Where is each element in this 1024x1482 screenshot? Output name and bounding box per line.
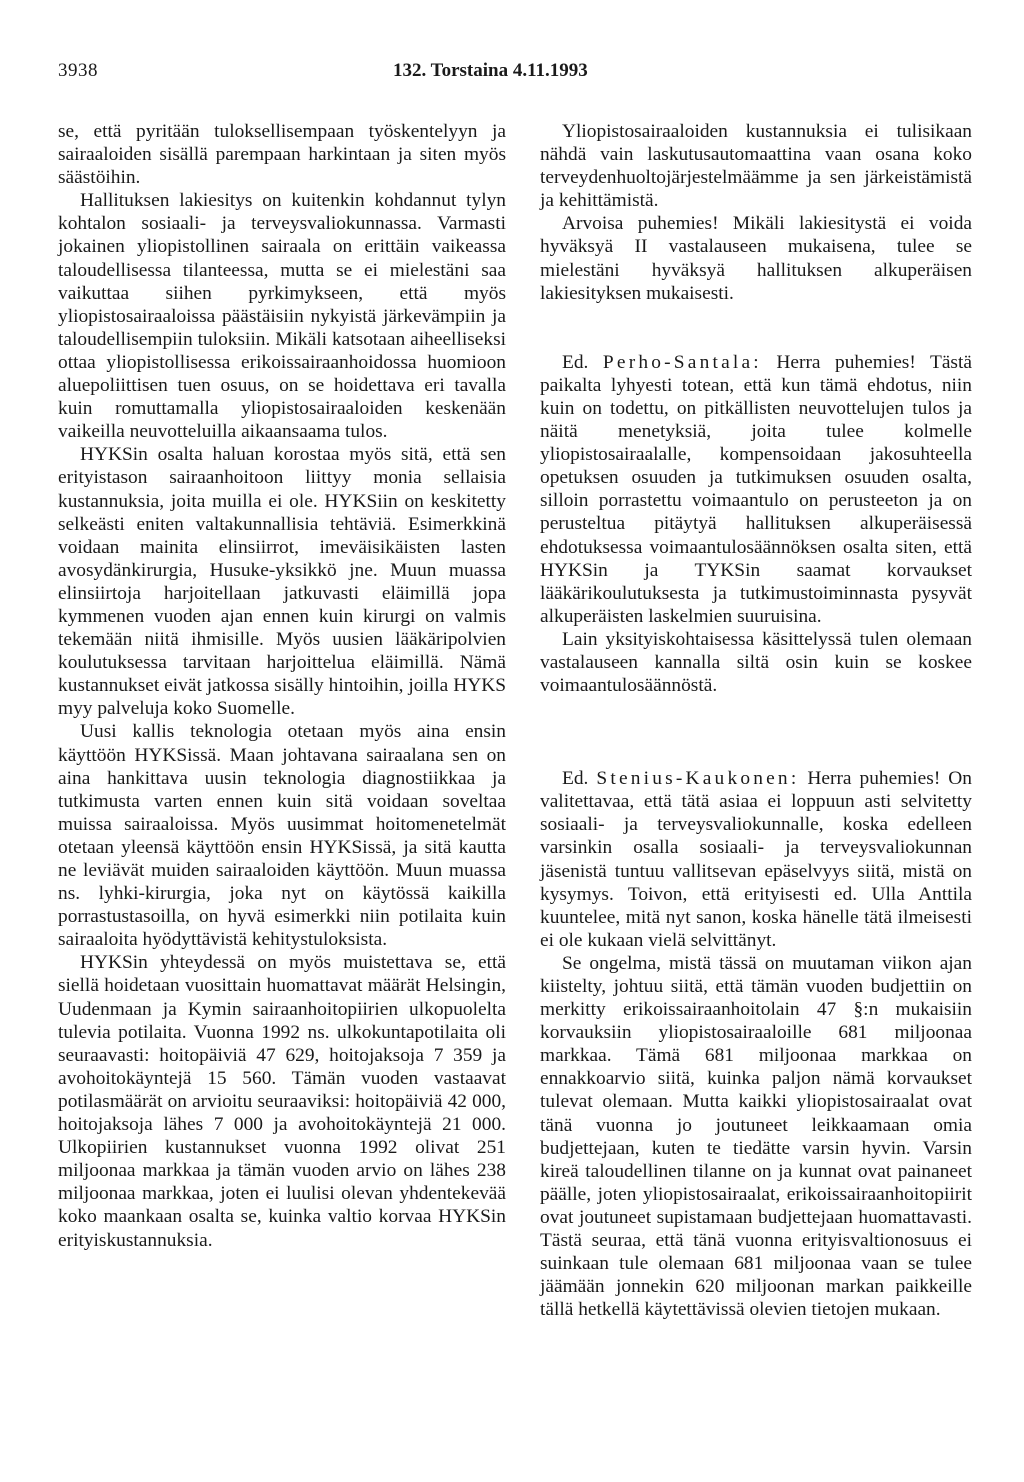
speech-stenius-kaukonen: [540, 767, 972, 952]
speech-text: Herra puhemies! Tästä paikalta lyhyesti totean, että kun tämä ehdotus, niin kuin on todettu, on pitkällisten neuvottelujen tulos ja näitä menetyksiä, joita tulee kolmelle yliopistosairaalalle, kompensoidaan jakosuhteella opetuksen osuuden ja tutkimuksen osuuden osalta, silloin porrastettu voimaantulo on perusteeton ja on perusteltua pitäytyä hallituksen alkuperäisessä ehdotuksessa voimaantulosäännöksen osalta siten, että HYKSin ja TYKSin saamat korvaukset lääkärikoulutuksesta ja tutkimustoiminnasta pysyvät alkuperäisten laskelmien suuruisina.: [540, 351, 972, 627]
speech-text: Herra puhemies! On valitettavaa, että tätä asiaa ei loppuun asti selvitetty sosiaali- ja terveysvaliokunnalle, koska edelleen varsinkin osalla sosiaali- ja terveysvaliokunnan jäsenistä tuntuu vallitsevan epäselvyys siitä, mistä on kysymys. Toivon, että erityisesti ed. Ulla Anttila kuuntelee, mitä nyt sanon, koska hänelle tätä ilmeisesti ei ole kukaan vielä selvittänyt.: [540, 768, 972, 951]
paragraph: Se ongelma, mistä tässä on muutaman viikon ajan kiistelty, johtuu siitä, että tämän vuoden budjettiin on merkitty erikoissairaanhoitolain 47 §:n mukaisiin korvauksiin yliopistosairaaloille 681 miljoonaa markkaa. Tämä 681 miljoonaa markkaa on ennakkoarvio siitä, kuinka paljon nämä korvaukset tulevat olemaan. Mutta kaikki yliopistosairaalat ovat tänä vuonna jo joutuneet leikkaamaan omia budjettejaan, kuten te tiedätte varsin hyvin. Varsin kireä taloudellinen tilanne on ja kunnat ovat painaneet päälle, joten yliopistosairaalat, erikoissairaanhoitopiirit ovat joutuneet supistamaan budjettejaan huomattavasti. Tästä seuraa, että tänä vuonna erityisvaltionosuus ei suinkaan tule olemaan 681 miljoonaa vaan se tulee jäämään jonnekin 620 miljoonan markan paikkeille tällä hetkellä käytettävissä olevien tietojen mukaan.: [540, 952, 972, 1321]
paragraph: HYKSin yhteydessä on myös muistettava se, että siellä hoidetaan vuosittain huomattavat määrät Helsingin, Uudenmaan ja Kymin sairaanhoitopiirien ulkopuolelta tulevia potilaita. Vuonna 1992 ns. ulkokuntapotilaita oli seuraavasti: hoitopäiviä 47 629, hoitojaksoja 7 359 ja avohoitokäyntejä 15 560. Tämän vuoden vastaavat potilasmäärät on arvioitu seuraaviksi: hoitopäiviä 42 000, hoitojaksoja lähes 7 000 ja avohoitokäyntejä 21 000. Ulkopiirien kustannukset vuonna 1992 olivat 251 miljoonaa markkaa ja tämän vuoden arvio on lähes 238 miljoonaa markkaa, joten ei luulisi olevan yhdentekevää koko maankaan osalta se, kuinka valtio korvaa HYKSin erityiskustannuksia.: [58, 952, 506, 1251]
speech-perho-santala: [540, 351, 972, 628]
paragraph: HYKSin osalta haluan korostaa myös sitä, että sen erityistason sairaanhoitoon liittyy monia sellaisia kustannuksia, joita muilla ei ole. HYKSiin on keskitetty selkeästi eniten valtakunnallisia tehtäviä. Esimerkkinä voidaan mainita elinsiirrot, imeväisikäisten lasten avosydänkirurgia, Husuke-yksikkö jne. Muun muassa elinsiirtoja harjoitellaan jatkuvasti eläimillä jopa kymmenen vuoden ajan ennen kuin kirurgi on valmis tekemään niitä ihmisille. Myös uusien lääkäripolvien koulutuksessa tarvitaan harjoittelua eläimillä. Nämä kustannukset eivät jatkossa sisälly hintoihin, joilla HYKS myy palveluja koko Suomelle.: [58, 444, 506, 720]
speaker-prefix: Ed.: [562, 351, 589, 373]
page-header: [58, 60, 968, 90]
paragraph: Arvoisa puhemies! Mikäli lakiesitystä ei voida hyväksyä II vastalauseen mukaisena, tulee se mielestäni hyväksyä hallituksen alkuperäisen lakiesityksen mukaisesti.: [540, 213, 972, 304]
paragraph: Uusi kallis teknologia otetaan myös aina ensin käyttöön HYKSissä. Maan johtavana sairaalana sen on aina hankittava uusin teknologia diagnostiikkaa ja tutkimusta varten ennen kuin sitä voidaan soveltaa muissa sairaaloissa. Myös uusimmat hoitomenetelmät otetaan yleensä käyttöön ensin HYKSissä, ja sitä kautta ne leviävät muiden sairaaloiden käyttöön. Muun muassa ns. lyhki-kirurgia, joka nyt on käytössä kaikilla porrastustasoilla, on hyvä esimerkki niin potilaita kuin sairaaloita hyödyttävistä kehitystuloksista.: [58, 721, 506, 951]
paragraph: Lain yksityiskohtaisessa käsittelyssä tulen olemaan vastalauseen kannalla siltä osin kuin se koskee voimaantulosäännöstä.: [540, 628, 972, 697]
paragraph: Hallituksen lakiesitys on kuitenkin kohdannut tylyn kohtalon sosiaali- ja terveysvaliokunnassa. Varmasti jokainen yliopistollinen sairaala on erittäin vaikeassa taloudellisessa tilanteessa, mutta se ei mielestäni saa vaikuttaa siihen pyrkimykseen, että myös yliopistosairaaloissa päästäisiin nykyistä järkevämpiin ja taloudellisempiin tuloksiin. Mikäli katsotaan aiheelliseksi ottaa yliopistollisessa erikoissairaanhoidossa huomioon aluepoliittisen tuen osuus, on se hoidettava eri tavalla kuin romuttamalla yliopistosairaaloiden keskenään vaikeilla neuvotteluilla aikaansaama tulos.: [58, 190, 506, 443]
left-column: [58, 120, 506, 1252]
speaker-prefix: Ed.: [562, 768, 589, 790]
right-column: [540, 120, 972, 1321]
paragraph: se, että pyritään tuloksellisempaan työskentelyyn ja sairaaloiden sisällä parempaan harkintaan ja siten myös säästöihin.: [58, 121, 506, 189]
session-title: 132. Torstaina 4.11.1993: [393, 60, 588, 81]
speaker-name: Perho-Santala:: [602, 351, 762, 373]
column-divider: [523, 120, 524, 1300]
paragraph: Yliopistosairaaloiden kustannuksia ei tulisikaan nähdä vain laskutusautomaattina vaan osana koko terveydenhuoltojärjestelmäämme ja sen järkeistämistä ja kehittämistä.: [540, 121, 972, 212]
speaker-name: Stenius-Kaukonen:: [596, 768, 800, 790]
page-number: 3938: [58, 60, 98, 81]
